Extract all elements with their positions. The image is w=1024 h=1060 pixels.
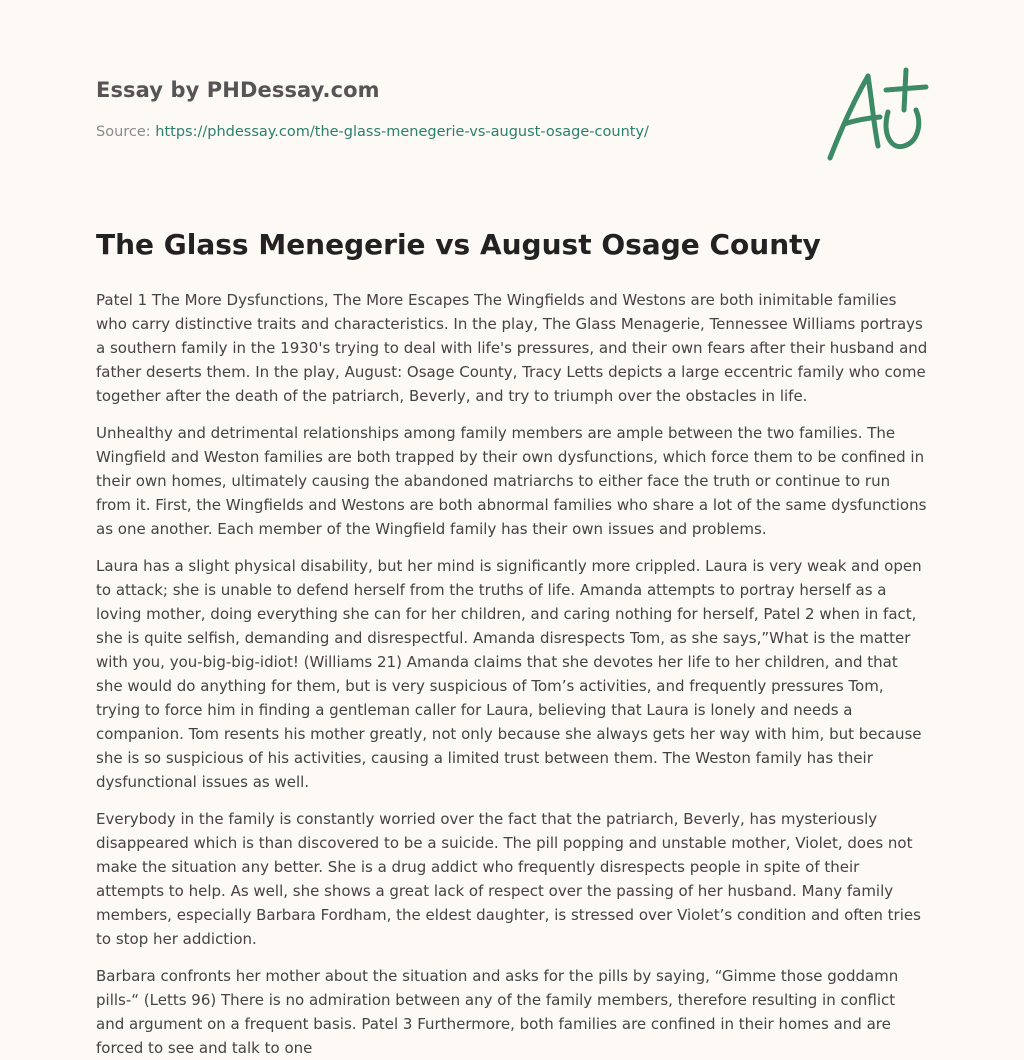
essay-paragraph: Laura has a slight physical disability, but her mind is significantly more crippled. Laura is very weak and open to attack; she is unable to defend herself from the truths of life. Amanda attempts to portray herself as a loving mother, doing everything she can for her children, and caring nothing for herself, Patel 2 when in fact, she is quite selfish, demanding and disrespectful. Amanda disrespects Tom, as she says,”What is the matter with you, you-big-big-idiot! (Williams 21) Amanda claims that she devotes her life to her children, and that she would do anything for them, but is very suspicious of Tom’s activities, and frequently pressures Tom, trying to force him in finding a gentleman caller for Laura, believing that Laura is lonely and needs a companion. Tom resents his mother greatly, not only because she always gets her way with him, but because she is so suspicious of his activities, causing a limited trust between them. The Weston family has their dysfunctional issues as well.: [96, 557, 922, 791]
essay-paragraph: Barbara confronts her mother about the situation and asks for the pills by saying, “Gimme those goddamn pills-“ (Letts 96) There is no admiration between any of the family members, therefore resulting in conflict and argument on a frequent basis. Patel 3 Furthermore, both families are confined in their homes and are forced to see and talk to one: [96, 967, 899, 1057]
essay-paragraph: Unhealthy and detrimental relationships among family members are ample between the two families. The Wingfield and Weston families are both trapped by their own dysfunctions, which force them to be confined in their own homes, ultimately causing the abandoned matriarchs to either face the truth or continue to run from it. First, the Wingfields and Westons are both abnormal families who share a lot of the same dysfunctions as one another. Each member of the Wingfield family has their own issues and problems.: [96, 424, 927, 538]
source-link[interactable]: https://phdessay.com/the-glass-menegerie-vs-august-osage-county/: [155, 124, 649, 140]
source-line: [96, 124, 649, 140]
a-plus-logo-icon: [822, 62, 932, 168]
site-brand: Essay by PHDessay.com: [96, 78, 380, 102]
essay-body: [96, 288, 928, 1060]
page-header: [96, 0, 928, 190]
essay-title: The Glass Menegerie vs August Osage County: [96, 228, 821, 261]
source-label: Source:: [96, 124, 151, 140]
essay-paragraph: Everybody in the family is constantly worried over the fact that the patriarch, Beverly, has mysteriously disappeared which is than discovered to be a suicide. The pill popping and unstable mother, Violet, does not make the situation any better. She is a drug addict who frequently disrespects people in spite of their attempts to help. As well, she shows a great lack of respect over the passing of her husband. Many family members, especially Barbara Fordham, the eldest daughter, is stressed over Violet’s condition and often tries to stop her addiction.: [96, 810, 921, 948]
essay-paragraph: Patel 1 The More Dysfunctions, The More Escapes The Wingfields and Westons are both inimitable families who carry distinctive traits and characteristics. In the play, The Glass Menagerie, Tennessee Williams portrays a southern family in the 1930's trying to deal with life's pressures, and their own fears after their husband and father deserts them. In the play, August: Osage County, Tracy Letts depicts a large eccentric family who come together after the death of the patriarch, Beverly, and try to triumph over the obstacles in life.: [96, 291, 928, 405]
